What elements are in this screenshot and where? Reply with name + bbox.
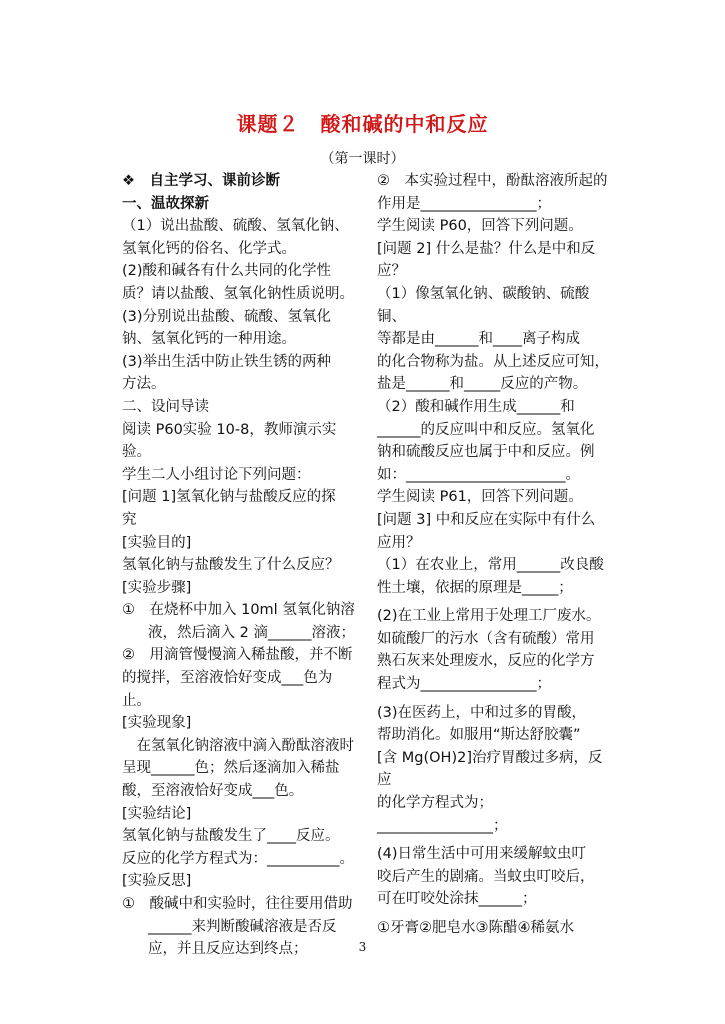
page-number: 3	[358, 940, 367, 954]
text-line: (4)日常生活中可用来缓解蚊虫叮	[377, 846, 587, 863]
text-line: （1）说出盐酸、硫酸、氢氧化钠、	[122, 218, 349, 235]
text-line: 咬后产生的剧痛。当蚊虫叮咬后，	[377, 868, 595, 885]
text-line: 作用是________________；	[377, 195, 551, 212]
text-line: 如硫酸厂的污水（含有硫酸）常用	[377, 630, 595, 647]
text-line: 质？请以盐酸、氢氧化钠性质说明。	[122, 285, 354, 302]
text-line: ________________；	[377, 817, 508, 834]
text-line: 学生阅读 P60，回答下列问题。	[377, 218, 583, 235]
text-line: 如：______________________。	[377, 466, 580, 483]
right-column	[377, 170, 615, 940]
text-line: ① 酸碱中和实验时，往往要用借助	[122, 896, 353, 912]
text-line: 等都是由______和____离子构成	[377, 331, 580, 348]
text-line: [问题 2] 什么是盐？什么是中和反	[377, 240, 596, 257]
lesson-subtitle: （第一课时）	[320, 151, 405, 167]
text-line: (3)举出生活中防止铁生锈的两种	[122, 353, 332, 370]
text-line: 二、设问导读	[122, 398, 209, 415]
text-line: 氢氧化钠与盐酸发生了什么反应？	[122, 557, 340, 574]
text-line: 的化学方程式为；	[377, 795, 493, 812]
text-line: 究	[122, 511, 137, 528]
text-line: 性土壤，依据的原理是_____；	[377, 579, 573, 596]
section-heading: ❖ 自主学习、课前诊断	[122, 173, 280, 189]
text-line: 阅读 P60实验 10-8，教师演示实验。	[122, 421, 337, 461]
text-line: 的搅拌，至溶液恰好变成___色为止。	[122, 670, 333, 709]
text-line: 可在叮咬处涂抹______；	[377, 891, 537, 908]
left-column	[122, 170, 358, 961]
text-line: 钠和硫酸反应也属于中和反应。例	[377, 444, 595, 461]
text-line: (3)在医药上，中和过多的胃酸，	[377, 704, 587, 721]
text-line: 液，然后滴入 2 滴______溶液；	[148, 624, 355, 641]
text-line: (2)在工业上常用于处理工厂废水。	[377, 608, 601, 625]
text-line: 在氢氧化钠溶液中滴入酚酞溶液时	[122, 737, 354, 754]
text-line: （2）酸和碱作用生成______和	[377, 398, 575, 415]
text-line: 学生阅读 P61，回答下列问题。	[377, 489, 583, 506]
text-line: 熟石灰来处理废水，反应的化学方	[377, 653, 595, 670]
text-line: [实验步骤]	[122, 579, 192, 596]
text-line: 氢氧化钠与盐酸发生了____反应。	[122, 828, 340, 845]
text-line: [实验结论]	[122, 805, 192, 822]
text-line: 盐是______和_____反应的产物。	[377, 376, 588, 393]
text-line: 呈现______色；然后逐滴加入稀盐	[122, 760, 340, 777]
section-heading: 一、温故探新	[122, 195, 209, 212]
text-line: ② 用滴管慢慢滴入稀盐酸，并不断	[122, 647, 353, 664]
text-line: [实验目的]	[122, 534, 192, 551]
text-line: 反应的化学方程式为：__________。	[122, 850, 354, 867]
text-line: 钠、氢氧化钙的一种用途。	[122, 331, 296, 348]
text-line: 学生二人小组讨论下列问题：	[122, 466, 311, 483]
text-line: [实验现象]	[122, 715, 192, 732]
text-line: 应用？	[377, 534, 421, 551]
text-line: 帮助消化。如服用“斯达舒胶囊”	[377, 727, 581, 744]
text-line: (2)酸和碱各有什么共同的化学性	[122, 263, 332, 280]
text-line: [问题 3] 中和反应在实际中有什么	[377, 511, 596, 528]
text-line: 氢氧化钙的俗名、化学式。	[122, 240, 296, 257]
text-line: ______的反应叫中和反应。氢氧化	[377, 421, 595, 438]
text-line: 酸，至溶液恰好变成___色。	[122, 783, 304, 800]
text-line: 方法。	[122, 376, 166, 393]
text-line: （1）像氢氧化钠、碳酸钠、硫酸铜、	[377, 285, 590, 325]
text-line: 的化合物称为盐。从上述反应可知，	[377, 353, 609, 370]
text-line: [实验反思]	[122, 873, 192, 890]
text-line: [问题 1]氢氧化钠与盐酸反应的探	[122, 489, 336, 506]
text-line: ② 本实验过程中，酚酞溶液所起的	[377, 173, 608, 189]
text-line: ______来判断酸碱溶液是否反	[148, 918, 337, 935]
text-line: (3)分别说出盐酸、硫酸、氢氧化	[122, 308, 332, 325]
text-line: 程式为________________；	[377, 676, 551, 693]
text-line: 应，并且反应达到终点；	[148, 941, 308, 958]
text-line: ①牙膏②肥皂水③陈醋④稀氨水	[377, 920, 574, 936]
text-line: [含 Mg(OH)2]治疗胃酸过多病，反应	[377, 749, 603, 789]
text-line: ① 在烧杯中加入 10ml 氢氧化钠溶	[122, 602, 355, 619]
text-line: （1）在农业上，常用______改良酸	[377, 557, 604, 574]
lesson-title: 课题２ 酸和碱的中和反应	[236, 112, 489, 136]
text-line: 应？	[377, 263, 406, 280]
